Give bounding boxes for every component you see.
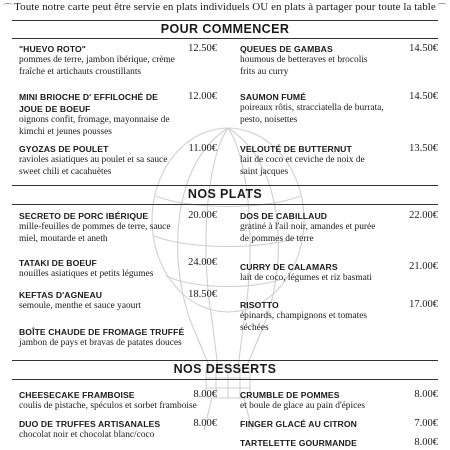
item-price: 8.00€ [193, 418, 217, 429]
item-name: TARTELETTE GOURMANDE [240, 438, 357, 448]
item-name: CURRY DE CALAMARS [240, 262, 338, 272]
item-desc: miel, moutarde et aneth [19, 233, 108, 244]
corner-ornament-right: ⌒ [437, 4, 447, 15]
item-price: 18.50€ [188, 289, 217, 300]
item-name: VELOUTÉ DE BUTTERNUT [240, 144, 352, 154]
menu-item-huevo-roto [19, 43, 217, 78]
item-desc: de pommes de terre [240, 233, 314, 244]
item-desc: frits au curry [240, 66, 289, 77]
item-desc: poireaux rôtis, stracciatella de burrata, [240, 103, 384, 113]
item-desc: chocolat noir et chocolat blanc/coco [19, 430, 155, 440]
item-price: 8.00€ [414, 389, 438, 400]
menu-item-queues-de-gambas [240, 43, 438, 78]
item-desc: houmous de betteraves et brocolis [240, 55, 368, 65]
corner-ornament-left: ⌒ [3, 4, 13, 15]
menu-item-gyozas [19, 143, 217, 178]
item-desc: jambon de pays et bravas de patates douces [19, 338, 182, 348]
item-name: RISOTTO [240, 300, 279, 310]
item-price: 17.00€ [409, 299, 438, 310]
item-desc: mille-feuilles de pommes de terre, sauce [19, 222, 171, 232]
item-desc: saint jacques [240, 166, 289, 177]
item-name: KEFTAS D'AGNEAU [19, 290, 103, 300]
item-name: SECRETO DE PORC IBÉRIQUE [19, 211, 149, 221]
item-name: "HUEVO ROTO" [19, 44, 86, 54]
menu-item-veloute [240, 143, 438, 178]
item-name: CHEESECAKE FRAMBOISE [19, 390, 135, 400]
item-desc: et boule de glace au pain d'épices [240, 401, 366, 411]
menu-item-mini-brioche [19, 91, 217, 138]
item-desc: ravioles asiatiques au poulet et sa sauce [19, 155, 168, 165]
item-desc: kimchi et jeunes pousses [19, 126, 112, 137]
item-price: 13.50€ [409, 143, 438, 154]
menu-item-tartelette [240, 437, 438, 449]
menu-item-boite-chaude [19, 326, 229, 350]
item-name: SAUMON FUMÉ [240, 92, 307, 102]
section-rule [12, 185, 438, 186]
item-price: 8.00€ [193, 389, 217, 400]
item-desc: pommes de terre, jambon ibérique, crème [19, 55, 175, 65]
item-price: 12.50€ [188, 43, 217, 54]
item-name: JOUE DE BOEUF [19, 104, 91, 114]
menu-item-tataki [19, 257, 217, 281]
item-price: 22.00€ [409, 210, 438, 221]
item-name: MINI BRIOCHE D' EFFILOCHÉ DE [19, 92, 159, 102]
item-desc: gratiné à l'ail noir, amandes et purée [240, 222, 376, 232]
item-name: CRUMBLE DE POMMES [240, 390, 340, 400]
item-desc: nouilles asiatiques et petits légumes [19, 269, 154, 279]
menu-item-cheesecake [19, 389, 217, 413]
item-price: 7.00€ [414, 418, 438, 429]
item-desc: semoule, menthe et sauce yaourt [19, 301, 142, 311]
item-desc: coulis de pistache, spéculos et sorbet framboise [19, 401, 197, 411]
item-name: GYOZAS DE POULET [19, 144, 109, 154]
menu-item-risotto [240, 299, 438, 334]
item-desc: lait de coco, légumes et riz basmati [240, 273, 372, 283]
item-price: 21.00€ [409, 261, 438, 272]
item-name: DOS DE CABILLAUD [240, 211, 328, 221]
section-rule [12, 38, 438, 39]
item-desc: épinards, champignons et tomates [240, 311, 368, 321]
menu-item-secreto [19, 210, 217, 245]
item-desc: pesto, noisettes [240, 114, 298, 125]
menu-item-saumon-fume [240, 91, 438, 126]
item-name: BOÎTE CHAUDE DE FROMAGE TRUFFÉ [19, 327, 185, 337]
menu-item-curry-de-calamars [240, 261, 438, 285]
item-price: 14.50€ [409, 43, 438, 54]
item-name: FINGER GLACÉ AU CITRON [240, 419, 357, 429]
section-rule [12, 204, 438, 205]
menu-item-crumble [240, 389, 438, 413]
section-rule [12, 20, 438, 21]
menu-item-duo-de-truffes [19, 418, 217, 442]
menu-item-finger-glace [240, 418, 438, 430]
item-desc: lait de coco et ceviche de noix de [240, 155, 365, 165]
section-title-starters: POUR COMMENCER [160, 22, 290, 36]
item-price: 20.00€ [188, 210, 217, 221]
item-desc: fraîche et artichauts croustillants [19, 66, 142, 77]
item-price: 14.50€ [409, 91, 438, 102]
item-name: QUEUES DE GAMBAS [240, 44, 333, 54]
intro-text: Toute notre carte peut être servie en plats individuels OU en plats à partager pour toute la table [14, 1, 436, 13]
item-desc: oignons confit, fromage, mayonnaise de [19, 115, 170, 125]
item-name: TATAKI DE BOEUF [19, 258, 97, 268]
item-price: 11.00€ [188, 143, 217, 154]
section-title-desserts: NOS DESSERTS [173, 362, 277, 376]
item-price: 8.00€ [414, 437, 438, 448]
item-desc: séchées [240, 322, 269, 333]
item-name: DUO DE TRUFFES ARTISANALES [19, 419, 161, 429]
item-desc: sweet chili et cacahuètes [19, 166, 112, 177]
menu-item-dos-de-cabillaud [240, 210, 438, 245]
section-rule [12, 379, 438, 380]
item-price: 24.00€ [188, 257, 217, 268]
section-title-mains: NOS PLATS [187, 187, 263, 201]
item-price: 12.00€ [188, 91, 217, 102]
section-rule [12, 360, 438, 361]
menu-item-keftas [19, 289, 217, 313]
